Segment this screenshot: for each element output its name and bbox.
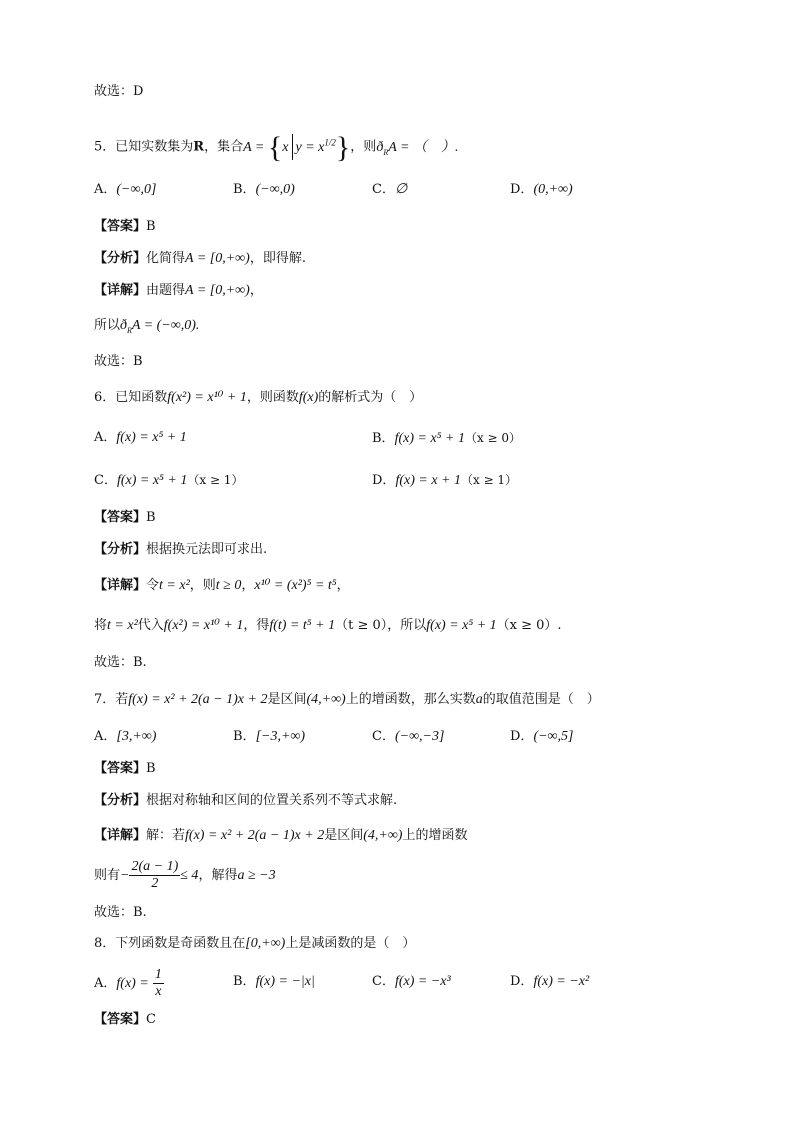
option-cond: （x ≥ 0） — [464, 431, 522, 445]
q6-option-b — [372, 428, 521, 449]
detail-text: 令 — [146, 578, 160, 593]
option-value: f(x) = −x³ — [394, 974, 451, 989]
select-text: 故选：D — [94, 84, 144, 99]
fraction-denominator: x — [155, 984, 162, 999]
option-value: f(x) = — [116, 976, 149, 991]
option-fraction — [153, 967, 164, 1000]
option-value: (−∞,5] — [533, 729, 574, 744]
q7-stem-text: 7．若 — [94, 692, 129, 707]
detail-math: f(x) = x² + 2(a − 1)x + 2 — [185, 828, 325, 843]
q5-stem-text: ，则 — [350, 139, 377, 155]
q5-set-a: A — [243, 139, 252, 155]
analysis-text: 根据对称轴和区间的位置关系列不等式求解. — [146, 793, 398, 808]
sub-math: f(t) = t⁵ + 1 — [269, 618, 336, 633]
q5-comp-sym: ð — [376, 139, 384, 155]
option-value: [3,+∞) — [116, 729, 157, 744]
analysis-math: A = [0,+∞) — [185, 251, 250, 266]
detail-tag: 【详解】 — [94, 828, 147, 843]
q7-then — [94, 858, 276, 894]
option-label: C． — [94, 473, 117, 488]
q6-option-c — [94, 470, 243, 491]
option-label: A． — [94, 729, 117, 744]
option-value: (−∞,0) — [255, 182, 295, 197]
q5-analysis — [94, 249, 306, 269]
q5-stem-text: 5．已知实数集为 — [94, 139, 194, 155]
q6-detail — [94, 576, 350, 596]
q6-option-d — [372, 470, 517, 491]
detail-math: t = x² — [159, 578, 190, 593]
q5-set-r: R — [193, 139, 205, 155]
so-text: 所以 — [94, 318, 121, 333]
option-label: A． — [94, 976, 117, 991]
then-fraction — [129, 859, 180, 892]
q5-option-d — [510, 180, 573, 200]
detail-text: 由题得 — [146, 283, 186, 298]
detail-math: t ≥ 0 — [215, 578, 242, 593]
q6-option-a — [94, 428, 187, 448]
q7-option-d — [510, 727, 573, 747]
select-text: 故选：B — [94, 354, 143, 369]
so-math — [120, 318, 199, 333]
q6-answer — [94, 508, 156, 528]
q8-stem-text: 上是减函数的是（ ） — [285, 936, 416, 951]
then-math: a ≥ −3 — [237, 868, 276, 883]
q8-stem-text: 8．下列函数是奇函数且在 — [94, 936, 246, 951]
option-value: ∅ — [394, 182, 408, 197]
detail-text: 解：若 — [146, 828, 186, 843]
option-value: [−3,+∞) — [255, 729, 306, 744]
detail-text: 上的增函数 — [402, 828, 468, 843]
q6-stem-text: 的解析式为（ ） — [318, 390, 423, 405]
detail-text: ， — [241, 578, 255, 593]
q7-stem-text: 上的增函数，那么实数 — [345, 692, 476, 707]
analysis-tag: 【分析】 — [94, 793, 147, 808]
q8-stem — [94, 934, 415, 954]
sub-text: ，得 — [243, 618, 270, 633]
option-value: f(x) = −x² — [533, 974, 590, 989]
answer-tag: 【答案】 — [94, 1012, 147, 1027]
q5-option-a — [94, 180, 156, 200]
q5-select — [94, 352, 143, 372]
sub-math: t = x² — [107, 618, 138, 633]
q7-option-a — [94, 727, 156, 747]
detail-math: A = [0,+∞) — [185, 283, 250, 298]
answer-value: B — [146, 510, 156, 525]
q5-comp-sub: R — [383, 147, 389, 157]
option-label: D． — [510, 182, 534, 197]
select-text: 故选：B. — [94, 655, 147, 670]
q6-stem-math: f(x²) = x¹⁰ + 1 — [167, 390, 247, 405]
option-label: B． — [372, 431, 395, 446]
then-le: ≤ 4 — [180, 868, 199, 883]
select-text: 故选：B. — [94, 905, 147, 920]
fraction-numerator: 1 — [154, 967, 162, 982]
q5-detail — [94, 281, 263, 301]
q5-set-y: y = x — [295, 139, 325, 155]
fraction-denominator: 2 — [151, 876, 159, 891]
option-label: C． — [372, 182, 395, 197]
option-label: B． — [233, 729, 256, 744]
analysis-tag: 【分析】 — [94, 542, 147, 557]
q6-analysis — [94, 540, 267, 560]
q7-select — [94, 903, 147, 923]
q7-stem-text: 的取值范围是（ ） — [482, 692, 600, 707]
q7-analysis — [94, 791, 397, 811]
option-value: f(x) = x⁵ + 1 — [116, 473, 188, 488]
detail-text: ， — [336, 578, 350, 593]
q7-option-b — [233, 727, 305, 747]
q8-option-b — [233, 972, 315, 992]
answer-tag: 【答案】 — [94, 219, 147, 234]
analysis-text: 化简得 — [146, 251, 186, 266]
detail-math: x¹⁰ = (x²)⁵ = t⁵ — [254, 578, 337, 593]
analysis-text-end: ，即得解. — [249, 251, 306, 266]
q6-select — [94, 653, 147, 673]
q5-set-exp: 1/2 — [324, 137, 336, 147]
q7-stem-math: f(x) = x² + 2(a − 1)x + 2 — [128, 692, 268, 707]
detail-math: (4,+∞) — [363, 828, 403, 843]
q5-answer — [94, 217, 156, 237]
option-label: C． — [372, 729, 395, 744]
q7-stem — [94, 690, 600, 710]
answer-value: C — [146, 1012, 156, 1027]
fraction-numerator: 2(a − 1) — [131, 859, 179, 874]
option-label: D． — [372, 473, 396, 488]
option-label: D． — [510, 729, 534, 744]
option-value: (−∞,−3] — [394, 729, 445, 744]
sub-text: （x ≥ 0）. — [496, 618, 562, 633]
option-value: (0,+∞) — [533, 182, 573, 197]
q8-option-d — [510, 972, 589, 992]
sub-text: （t ≥ 0），所以 — [335, 618, 427, 633]
q5-stem-text: ，集合 — [204, 139, 244, 155]
q7-stem-text: 是区间 — [267, 692, 307, 707]
q8-option-c — [372, 972, 451, 992]
q5-option-c — [372, 180, 407, 200]
q5-so — [94, 316, 199, 341]
q7-answer — [94, 759, 156, 779]
sub-math: f(x²) = x¹⁰ + 1 — [163, 618, 244, 633]
q7-stem-math: (4,+∞) — [306, 692, 346, 707]
option-label: D． — [510, 974, 534, 989]
so-comp-a: A = (−∞,0). — [131, 318, 200, 333]
sub-math: f(x) = x⁵ + 1 — [426, 618, 497, 633]
then-minus: − — [120, 868, 130, 883]
prev-select — [94, 82, 143, 102]
option-label: A． — [94, 182, 117, 197]
q5-option-b — [233, 180, 295, 200]
q5-left-brace: { — [267, 130, 283, 164]
detail-text-end: ， — [249, 283, 263, 298]
q7-detail — [94, 826, 468, 846]
option-value: f(x) = x⁵ + 1 — [394, 431, 465, 446]
q6-stem-math: f(x) — [298, 390, 319, 405]
q5-right-brace: } — [335, 130, 351, 164]
then-text: ，解得 — [198, 868, 238, 883]
q8-answer — [94, 1010, 156, 1030]
answer-tag: 【答案】 — [94, 510, 147, 525]
q5-set-bar — [292, 134, 293, 160]
q6-stem-text: ，则函数 — [246, 390, 299, 405]
detail-text: ，则 — [189, 578, 216, 593]
option-value: f(x) = −|x| — [255, 974, 315, 989]
option-label: B． — [233, 974, 256, 989]
q5-stem — [94, 128, 458, 166]
q7-stem-math: a — [475, 692, 483, 707]
sub-text: 将 — [94, 618, 108, 633]
q8-option-a — [94, 966, 164, 1002]
answer-value: B — [146, 219, 156, 234]
q5-set-x: x — [282, 139, 289, 155]
detail-tag: 【详解】 — [94, 578, 147, 593]
then-text: 则有 — [94, 868, 121, 883]
q6-stem — [94, 388, 422, 408]
q7-option-c — [372, 727, 444, 747]
option-cond: （x ≥ 1） — [460, 473, 518, 487]
option-value: f(x) = x⁵ + 1 — [116, 430, 187, 445]
option-label: C． — [372, 974, 395, 989]
q5-set-def — [243, 130, 351, 164]
q5-set-eq: = — [251, 139, 268, 155]
option-label: B． — [233, 182, 256, 197]
so-comp-sub: R — [127, 325, 132, 335]
sub-text: 代入 — [137, 618, 164, 633]
q6-substitute — [94, 616, 562, 636]
q6-stem-text: 6．已知函数 — [94, 390, 168, 405]
option-label: A． — [94, 430, 117, 445]
option-cond: （x ≥ 1） — [187, 473, 244, 487]
option-value: (−∞,0] — [116, 182, 157, 197]
answer-value: B — [146, 761, 156, 776]
q8-stem-math: [0,+∞) — [245, 936, 286, 951]
detail-tag: 【详解】 — [94, 283, 147, 298]
answer-tag: 【答案】 — [94, 761, 147, 776]
detail-text: 是区间 — [324, 828, 364, 843]
so-comp-sym: ð — [120, 318, 128, 333]
analysis-text: 根据换元法即可求出. — [146, 542, 268, 557]
analysis-tag: 【分析】 — [94, 251, 147, 266]
q5-comp-a: A = （ ）. — [388, 139, 459, 155]
option-value: f(x) = x + 1 — [395, 473, 461, 488]
q5-complement — [376, 140, 458, 155]
